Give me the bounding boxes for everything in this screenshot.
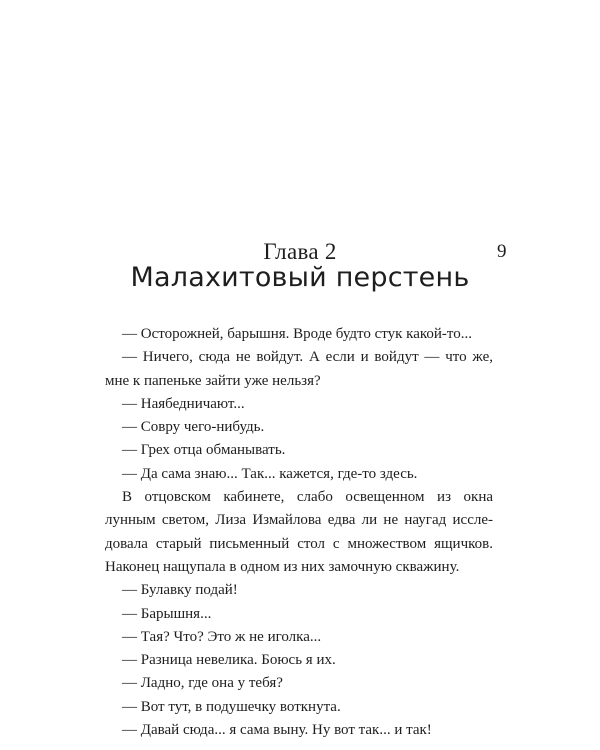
text-line: — Наябедничают... (122, 395, 245, 412)
text-line: мне к папеньке зайти уже нельзя? (105, 372, 321, 389)
text-line: — Грех отца обманывать. (122, 442, 286, 459)
text-line: — Вот тут, в подушечку воткнута. (122, 698, 341, 715)
text-line: — Да сама знаю... Так... кажется, где-то здесь. (122, 465, 418, 482)
text-line: — Совру чего-нибудь. (122, 419, 265, 436)
text-line: — Тая? Что? Это ж не иголка... (122, 628, 322, 645)
text-line: — Разница невелика. Боюсь я их. (122, 652, 336, 669)
text-line: — Ладно, где она у тебя? (122, 675, 283, 692)
chapter-body (105, 323, 493, 742)
text-line: — Барышня... (122, 605, 212, 622)
chapter-label: Глава 2 (263, 239, 337, 264)
text-line: довала старый письменный стол с множеством ящичков. (105, 535, 493, 552)
text-line: Наконец нащупала в одном из них замочную скважину. (105, 558, 460, 575)
text-line: — Ничего, сюда не войдут. А если и войдут — что же, (122, 349, 493, 366)
text-line: — Давай сюда... я сама выну. Ну вот так... и так! (122, 722, 432, 739)
text-line: — Булавку подай! (122, 582, 238, 599)
text-line: В отцовском кабинете, слабо освещенном из окна (122, 489, 493, 506)
page-number: 9 (497, 241, 507, 262)
chapter-title: Малахитовый перстень (130, 262, 470, 293)
text-line: лунным светом, Лиза Измайлова едва ли не наугад иссле- (105, 512, 493, 529)
text-line: — Осторожней, барышня. Вроде будто стук какой-то... (122, 326, 473, 342)
